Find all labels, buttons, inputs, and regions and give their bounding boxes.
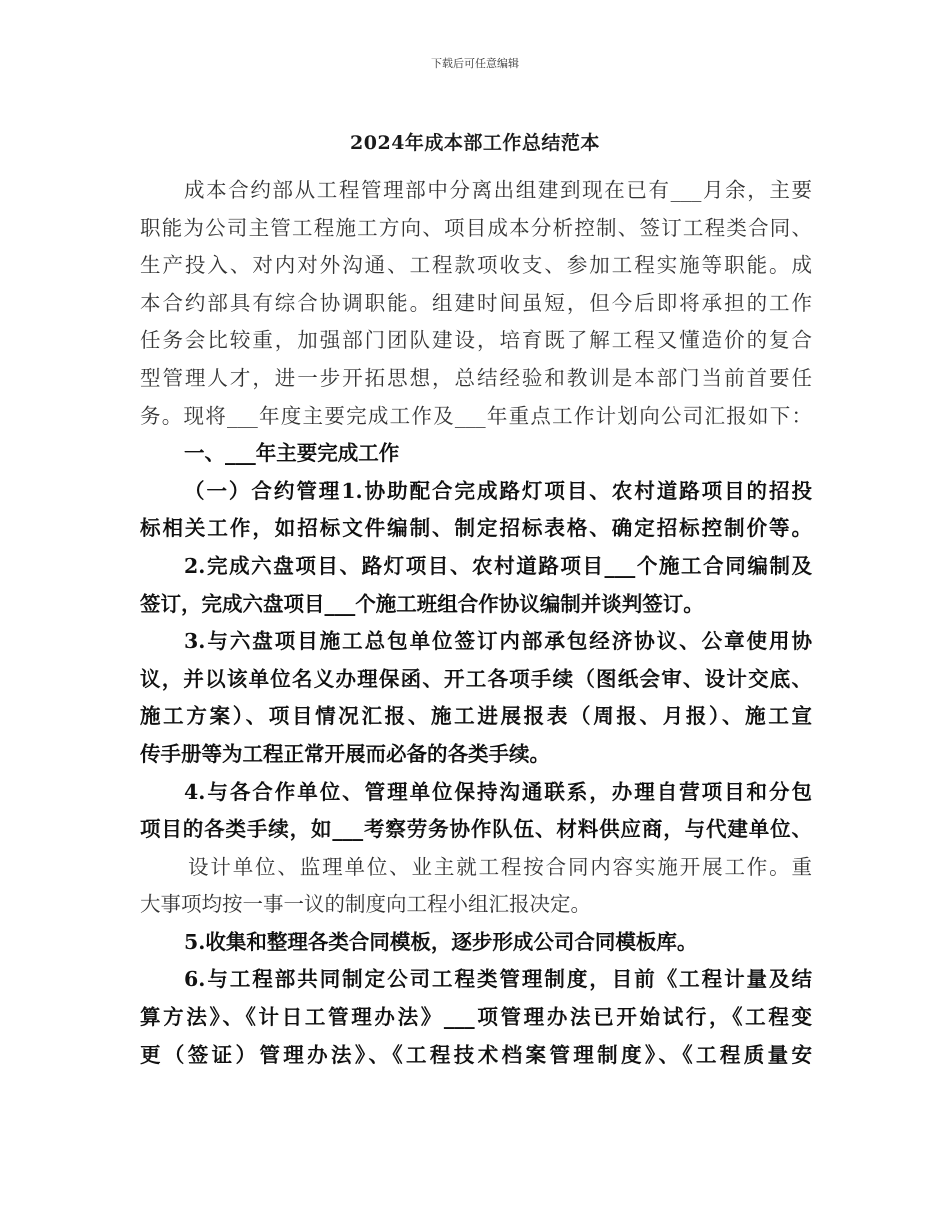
document-title: 2024年成本部工作总结范本 xyxy=(350,132,600,154)
document-body xyxy=(140,172,812,1074)
text-line: 签订，完成六盘项目___个施工班组合作协议编制并谈判签订。 xyxy=(140,591,704,616)
text-line: 6.与工程部共同制定公司工程类管理制度，目前《工程计量及结 xyxy=(184,967,812,992)
text-line: 2.完成六盘项目、路灯项目、农村道路项目___个施工合同编制及 xyxy=(184,553,812,578)
text-line: 型管理人才，进一步开拓思想，总结经验和教训是本部门当前首要任 xyxy=(140,365,812,390)
text-line: 更（签证）管理办法》、《工程技术档案管理制度》、《工程质量安 xyxy=(140,1042,812,1067)
text-line: 职能为公司主管工程施工方向、项目成本分析控制、签订工程类合同、 xyxy=(140,215,812,240)
text-line: 施工方案）、项目情况汇报、施工进展报表（周报、月报）、施工宣 xyxy=(140,704,812,729)
text-line: 一、___年主要完成工作 xyxy=(184,441,400,466)
header-note: 下载后可任意编辑 xyxy=(431,57,519,70)
text-line: 项目的各类手续，如___考察劳务协作队伍、材料供应商，与代建单位、 xyxy=(140,817,812,842)
text-line: （一）合约管理1.协助配合完成路灯项目、农村道路项目的招投 xyxy=(184,478,812,503)
text-line: 大事项均按一事一议的制度向工程小组汇报决定。 xyxy=(140,892,591,917)
text-line: 标相关工作，如招标文件编制、制定招标表格、确定招标控制价等。 xyxy=(140,516,812,541)
text-line: 4.与各合作单位、管理单位保持沟通联系，办理自营项目和分包 xyxy=(184,779,812,804)
text-line: 务。现将___年度主要完成工作及___年重点工作计划向公司汇报如下： xyxy=(140,403,812,428)
text-line: 5.收集和整理各类合同模板，逐步形成公司合同模板库。 xyxy=(184,929,698,954)
text-line: 任务会比较重，加强部门团队建设，培育既了解工程又懂造价的复合 xyxy=(140,328,812,353)
text-line: 3.与六盘项目施工总包单位签订内部承包经济协议、公章使用协 xyxy=(184,629,812,654)
text-line: 本合约部具有综合协调职能。组建时间虽短，但今后即将承担的工作 xyxy=(140,290,812,315)
text-line: 算方法》、《计日工管理办法》___项管理办法已开始试行，《工程变 xyxy=(140,1005,812,1030)
text-line: 生产投入、对内对外沟通、工程款项收支、参加工程实施等职能。成 xyxy=(140,253,812,278)
text-line: 成本合约部从工程管理部中分离出组建到现在已有___月余，主要 xyxy=(184,178,812,202)
text-line: 议，并以该单位名义办理保函、开工各项手续（图纸会审、设计交底、 xyxy=(140,666,812,691)
text-line: 设计单位、监理单位、业主就工程按合同内容实施开展工作。重 xyxy=(188,854,812,879)
text-line: 传手册等为工程正常开展而必备的各类手续。 xyxy=(140,741,550,766)
